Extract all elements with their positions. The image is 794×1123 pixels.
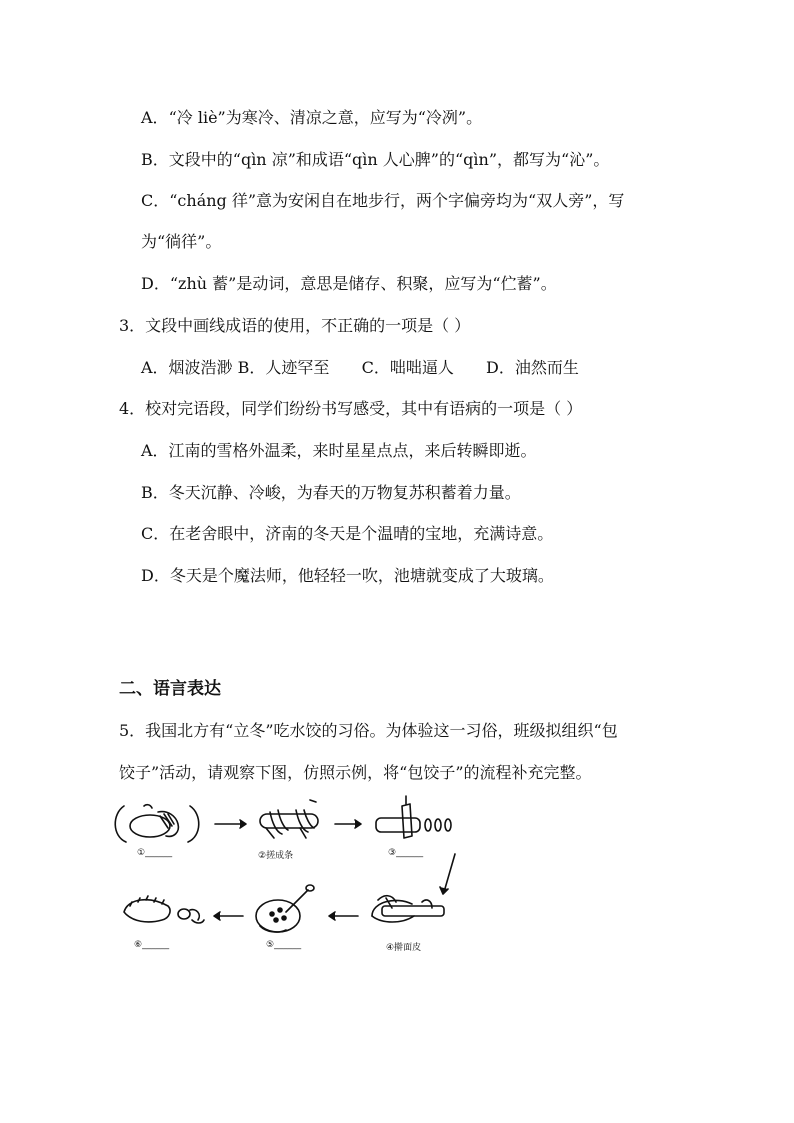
rolling-strip-icon [260, 800, 318, 838]
process-illustration [110, 798, 470, 958]
q3-option-a: A．烟波浩渺 [141, 358, 233, 377]
adding-filling-icon [256, 885, 314, 932]
section-heading: 二、语言表达 [119, 679, 221, 699]
q3-stem: 3．文段中画线成语的使用，不正确的一项是（ ） [119, 316, 471, 335]
option-letter: D． [141, 274, 170, 293]
dumpling-process-diagram [110, 798, 470, 958]
kneading-dough-icon [115, 805, 199, 842]
step5-caption: ⑤______ [266, 940, 302, 950]
cutting-dough-icon [376, 796, 451, 838]
q5-stem-line1: 5．我国北方有“立冬”吃水饺的习俗。为体验这一习俗，班级拟组织“包 [119, 721, 618, 740]
q5-stem-line2: 饺子”活动，请观察下图，仿照示例，将“包饺子”的流程补充完整。 [119, 763, 592, 782]
q3-options [141, 356, 579, 380]
q3-option-b: B．人迹罕至 [237, 358, 330, 377]
q4-stem: 4．校对完语段，同学们纷纷书写感受，其中有语病的一项是（ ） [119, 399, 583, 418]
q2-option-b [141, 148, 609, 172]
arrow-down-icon [444, 854, 455, 892]
q4-option-a: A．江南的雪格外温柔，来时星星点点，来后转瞬即逝。 [141, 441, 537, 460]
q4-option-b: B．冬天沉静、冷峻，为春天的万物复苏积蓄着力量。 [141, 483, 521, 502]
step3-caption: ③______ [388, 848, 424, 858]
option-text: 文段中的“qìn 凉”和成语“qìn 人心脾”的“qìn”，都写为“沁”。 [168, 150, 610, 169]
sealing-dumpling-icon [124, 896, 204, 923]
step6-caption: ⑥______ [134, 940, 170, 950]
option-text: “cháng 徉”意为安闲自在地步行，两个字偏旁均为“双人旁”，写 [169, 191, 625, 210]
q4-option-d: D．冬天是个魔法师，他轻轻一吹，池塘就变成了大玻璃。 [141, 566, 554, 585]
step1-caption: ①______ [137, 848, 173, 858]
q3-option-c: C．咄咄逼人 [361, 358, 454, 377]
option-text: “zhù 蓄”是动词，意思是储存、积聚，应写为“伫蓄”。 [169, 274, 557, 293]
option-letter: B． [141, 150, 169, 169]
q2-option-c [141, 189, 624, 213]
q2-option-d [141, 272, 557, 296]
option-text: “冷 liè”为寒冷、清凉之意，应写为“冷冽”。 [168, 108, 483, 127]
rolling-wrapper-icon [372, 896, 444, 922]
q3-option-d: D．油然而生 [486, 358, 579, 377]
q2-option-c-continuation: 为“徜徉”。 [141, 232, 222, 251]
step4-caption: ④擀面皮 [386, 943, 422, 953]
step2-caption: ②搓成条 [258, 851, 294, 861]
option-letter: A． [141, 108, 169, 127]
q4-option-c: C．在老舍眼中，济南的冬天是个温晴的宝地，充满诗意。 [141, 524, 554, 543]
q2-option-a [141, 106, 482, 130]
option-letter: C． [141, 191, 170, 210]
